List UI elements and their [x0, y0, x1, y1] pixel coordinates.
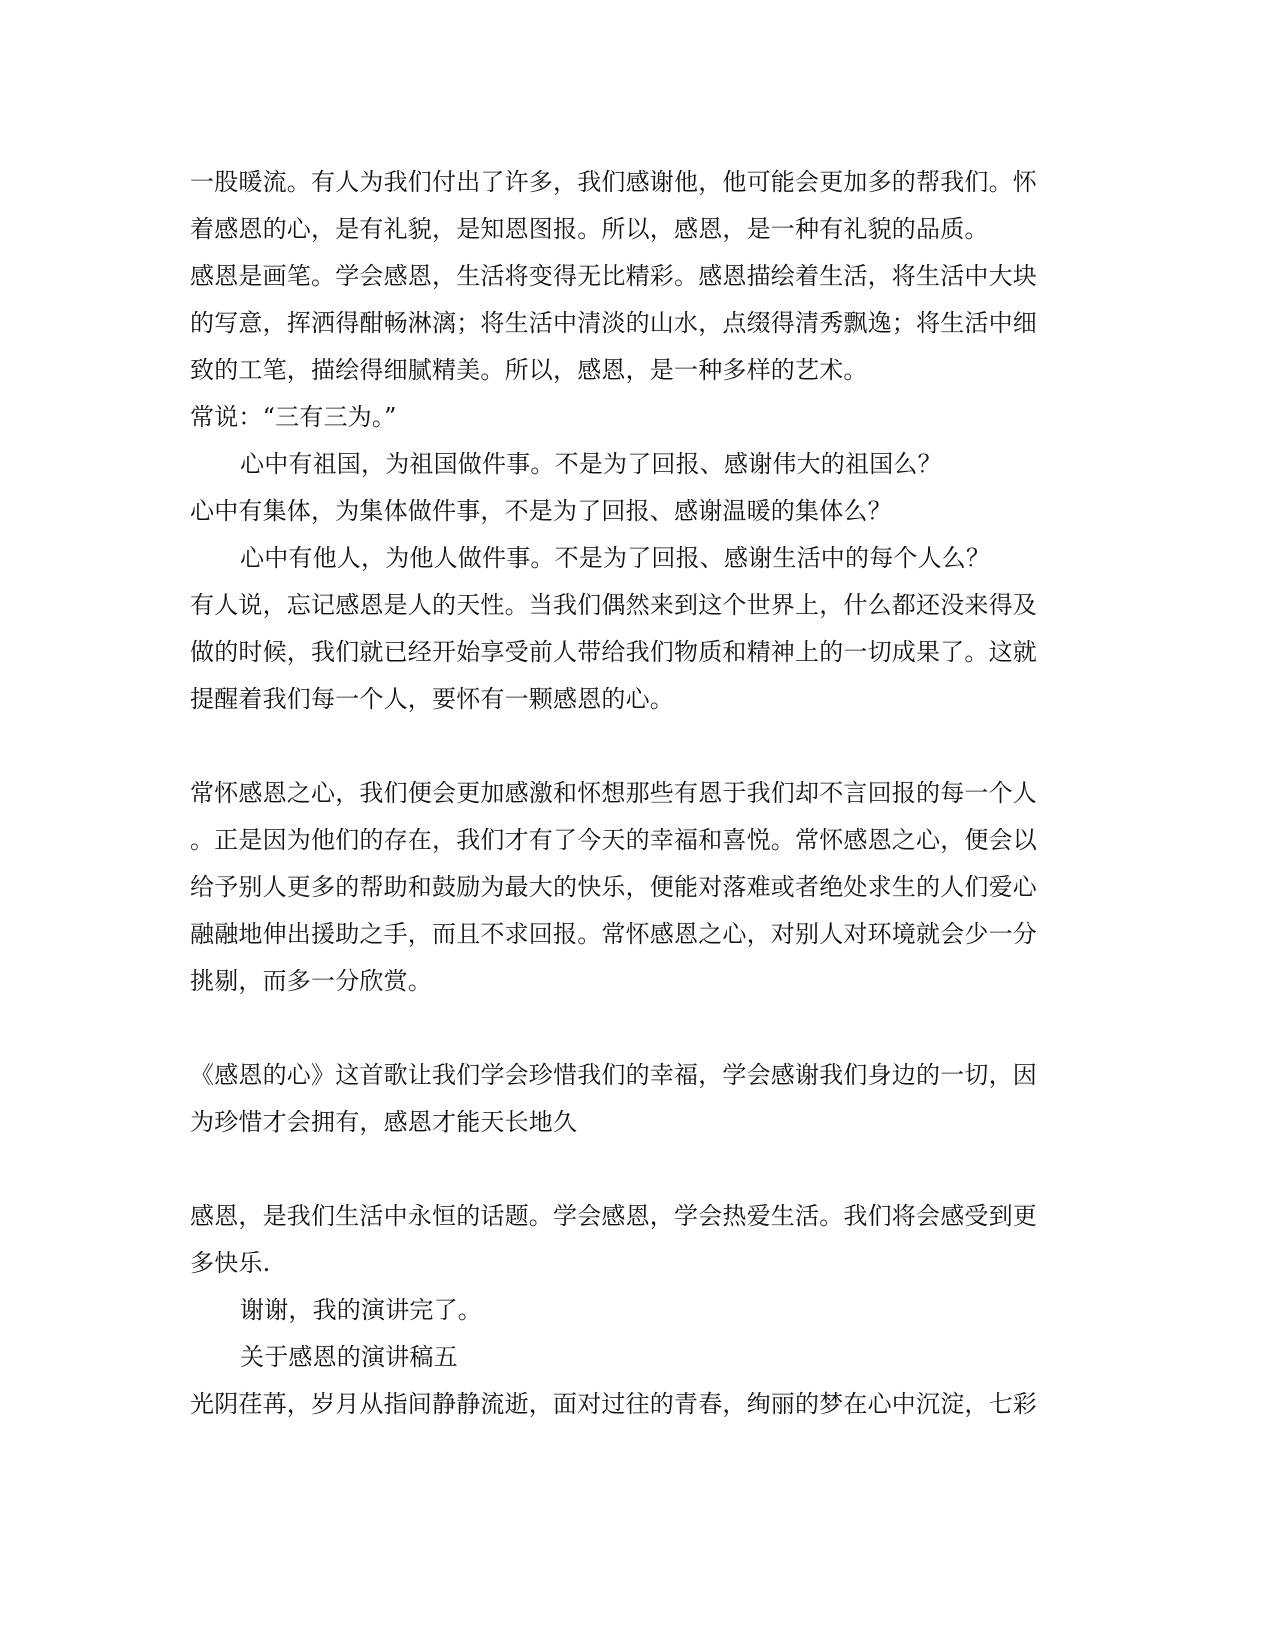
text-line: 常说：“三有三为。”	[190, 403, 397, 431]
text-line: 多快乐.	[190, 1249, 271, 1277]
text-line: 感恩，是我们生活中永恒的话题。学会感恩，学会热爱生活。我们将会感受到更	[190, 1202, 1037, 1230]
text-line: 谢谢，我的演讲完了。	[240, 1296, 482, 1324]
text-line: 心中有他人，为他人做件事。不是为了回报、感谢生活中的每个人么？	[240, 544, 991, 572]
text-line: 的写意，挥洒得酣畅淋漓；将生活中清淡的山水，点缀得清秀飘逸；将生活中细	[190, 309, 1037, 337]
text-line: 感恩是画笔。学会感恩，生活将变得无比精彩。感恩描绘着生活，将生活中大块	[190, 262, 1037, 290]
text-line: 致的工笔，描绘得细腻精美。所以，感恩，是一种多样的艺术。	[190, 356, 868, 384]
text-line: 《感恩的心》这首歌让我们学会珍惜我们的幸福，学会感谢我们身边的一切，因	[190, 1061, 1037, 1089]
text-line: 常怀感恩之心，我们便会更加感激和怀想那些有恩于我们却不言回报的每一个人	[190, 779, 1037, 807]
text-line: 一股暖流。有人为我们付出了许多，我们感谢他，他可能会更加多的帮我们。怀	[190, 168, 1037, 196]
text-line: 融融地伸出援助之手，而且不求回报。常怀感恩之心，对别人对环境就会少一分	[190, 920, 1037, 948]
text-line: 有人说，忘记感恩是人的天性。当我们偶然来到这个世界上，什么都还没来得及	[190, 591, 1037, 619]
text-line: 做的时候，我们就已经开始享受前人带给我们物质和精神上的一切成果了。这就	[190, 638, 1037, 666]
text-line: 挑剔，而多一分欣赏。	[190, 967, 432, 995]
text-line: 提醒着我们每一个人，要怀有一颗感恩的心。	[190, 685, 674, 713]
text-line: 心中有集体，为集体做件事，不是为了回报、感谢温暖的集体么？	[190, 497, 892, 525]
text-line: 光阴荏苒，岁月从指间静静流逝，面对过往的青春，绚丽的梦在心中沉淀，七彩	[190, 1390, 1037, 1418]
text-line: 给予别人更多的帮助和鼓励为最大的快乐，便能对落难或者绝处求生的人们爱心	[190, 873, 1037, 901]
text-line: 。正是因为他们的存在，我们才有了今天的幸福和喜悦。常怀感恩之心，便会以	[190, 826, 1037, 854]
text-line: 为珍惜才会拥有，感恩才能天长地久	[190, 1108, 578, 1136]
heading: 关于感恩的演讲稿五	[240, 1343, 458, 1371]
text-line: 着感恩的心，是有礼貌，是知恩图报。所以，感恩，是一种有礼貌的品质。	[190, 215, 989, 243]
text-line: 心中有祖国，为祖国做件事。不是为了回报、感谢伟大的祖国么？	[240, 450, 942, 478]
